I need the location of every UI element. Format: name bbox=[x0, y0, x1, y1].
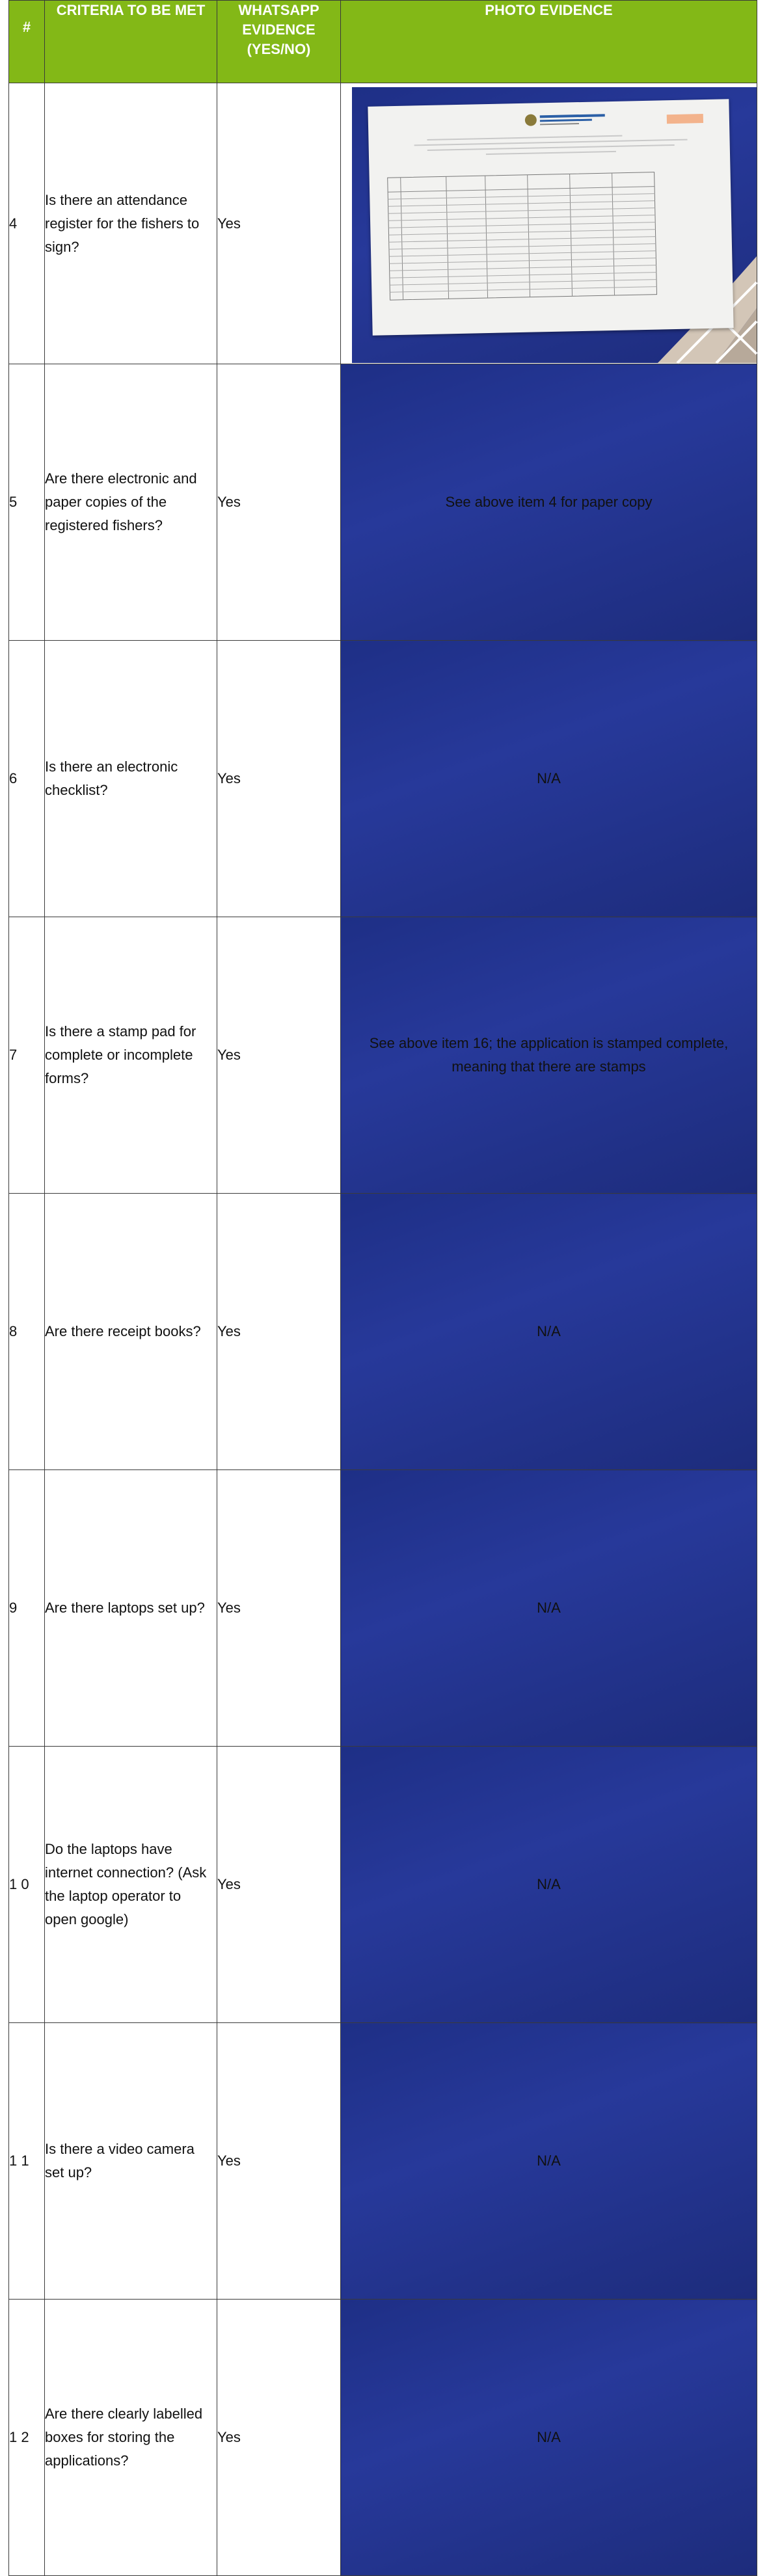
row-criteria: Are there electronic and paper copies of the registered fishers? bbox=[45, 364, 217, 641]
evidence-table bbox=[8, 0, 757, 2576]
photo-evidence-text: N/A bbox=[537, 2153, 561, 2169]
table-row bbox=[9, 641, 757, 917]
row-photo-evidence bbox=[341, 1747, 757, 2023]
row-number: 1 1 bbox=[9, 2023, 45, 2300]
table-row bbox=[9, 917, 757, 1194]
row-photo-evidence bbox=[341, 2023, 757, 2300]
photo-evidence-text: N/A bbox=[537, 770, 561, 786]
table-row bbox=[9, 1470, 757, 1747]
row-whatsapp: Yes bbox=[217, 917, 341, 1194]
row-whatsapp: Yes bbox=[217, 1470, 341, 1747]
row-whatsapp: Yes bbox=[217, 1194, 341, 1470]
photo-evidence-text: N/A bbox=[537, 2429, 561, 2445]
row-whatsapp: Yes bbox=[217, 1747, 341, 2023]
row-number: 9 bbox=[9, 1470, 45, 1747]
photo-evidence-text: N/A bbox=[537, 1323, 561, 1339]
row-criteria: Is there a video camera set up? bbox=[45, 2023, 217, 2300]
header-number: # bbox=[9, 1, 45, 83]
row-number: 8 bbox=[9, 1194, 45, 1470]
row-photo-evidence bbox=[341, 364, 757, 641]
photo-evidence-text: N/A bbox=[537, 1876, 561, 1892]
row-whatsapp: Yes bbox=[217, 364, 341, 641]
header-criteria: CRITERIA TO BE MET bbox=[45, 1, 217, 83]
table-row bbox=[9, 1194, 757, 1470]
sticky-note bbox=[667, 114, 703, 124]
row-whatsapp: Yes bbox=[217, 2023, 341, 2300]
row-whatsapp: Yes bbox=[217, 2300, 341, 2576]
row-photo-evidence bbox=[341, 1470, 757, 1747]
row-number: 6 bbox=[9, 641, 45, 917]
photo-evidence-text: See above item 16; the application is stamped complete, meaning that there are stamps bbox=[369, 1035, 729, 1075]
header-whatsapp-evidence: WHATSAPP EVIDENCE (YES/NO) bbox=[217, 1, 341, 83]
table-row bbox=[9, 2300, 757, 2576]
header-photo-evidence: PHOTO EVIDENCE bbox=[341, 1, 757, 83]
table-row bbox=[9, 83, 757, 364]
row-number: 1 0 bbox=[9, 1747, 45, 2023]
table-row bbox=[9, 2023, 757, 2300]
row-number: 4 bbox=[9, 83, 45, 364]
row-criteria: Is there an electronic checklist? bbox=[45, 641, 217, 917]
row-number: 7 bbox=[9, 917, 45, 1194]
row-whatsapp: Yes bbox=[217, 83, 341, 364]
row-photo-evidence bbox=[341, 917, 757, 1194]
row-photo-evidence bbox=[341, 1194, 757, 1470]
attendance-register-photo bbox=[352, 87, 757, 363]
row-photo-evidence bbox=[341, 641, 757, 917]
row-number: 5 bbox=[9, 364, 45, 641]
row-criteria: Are there receipt books? bbox=[45, 1194, 217, 1470]
row-criteria: Is there an attendance register for the fishers to sign? bbox=[45, 83, 217, 364]
table-row bbox=[9, 364, 757, 641]
department-logo bbox=[524, 111, 609, 128]
row-criteria: Is there a stamp pad for complete or incomplete forms? bbox=[45, 917, 217, 1194]
register-grid bbox=[388, 172, 657, 301]
register-sheet bbox=[368, 99, 733, 336]
row-whatsapp: Yes bbox=[217, 641, 341, 917]
row-criteria: Are there laptops set up? bbox=[45, 1470, 217, 1747]
photo-evidence-text: See above item 4 for paper copy bbox=[445, 494, 653, 510]
row-criteria: Are there clearly labelled boxes for storing the applications? bbox=[45, 2300, 217, 2576]
header-row bbox=[9, 1, 757, 83]
row-criteria: Do the laptops have internet connection? (Ask the laptop operator to open google) bbox=[45, 1747, 217, 2023]
row-photo-evidence bbox=[341, 2300, 757, 2576]
row-photo-evidence bbox=[341, 83, 757, 364]
table-row bbox=[9, 1747, 757, 2023]
row-number: 1 2 bbox=[9, 2300, 45, 2576]
photo-evidence-text: N/A bbox=[537, 1600, 561, 1616]
